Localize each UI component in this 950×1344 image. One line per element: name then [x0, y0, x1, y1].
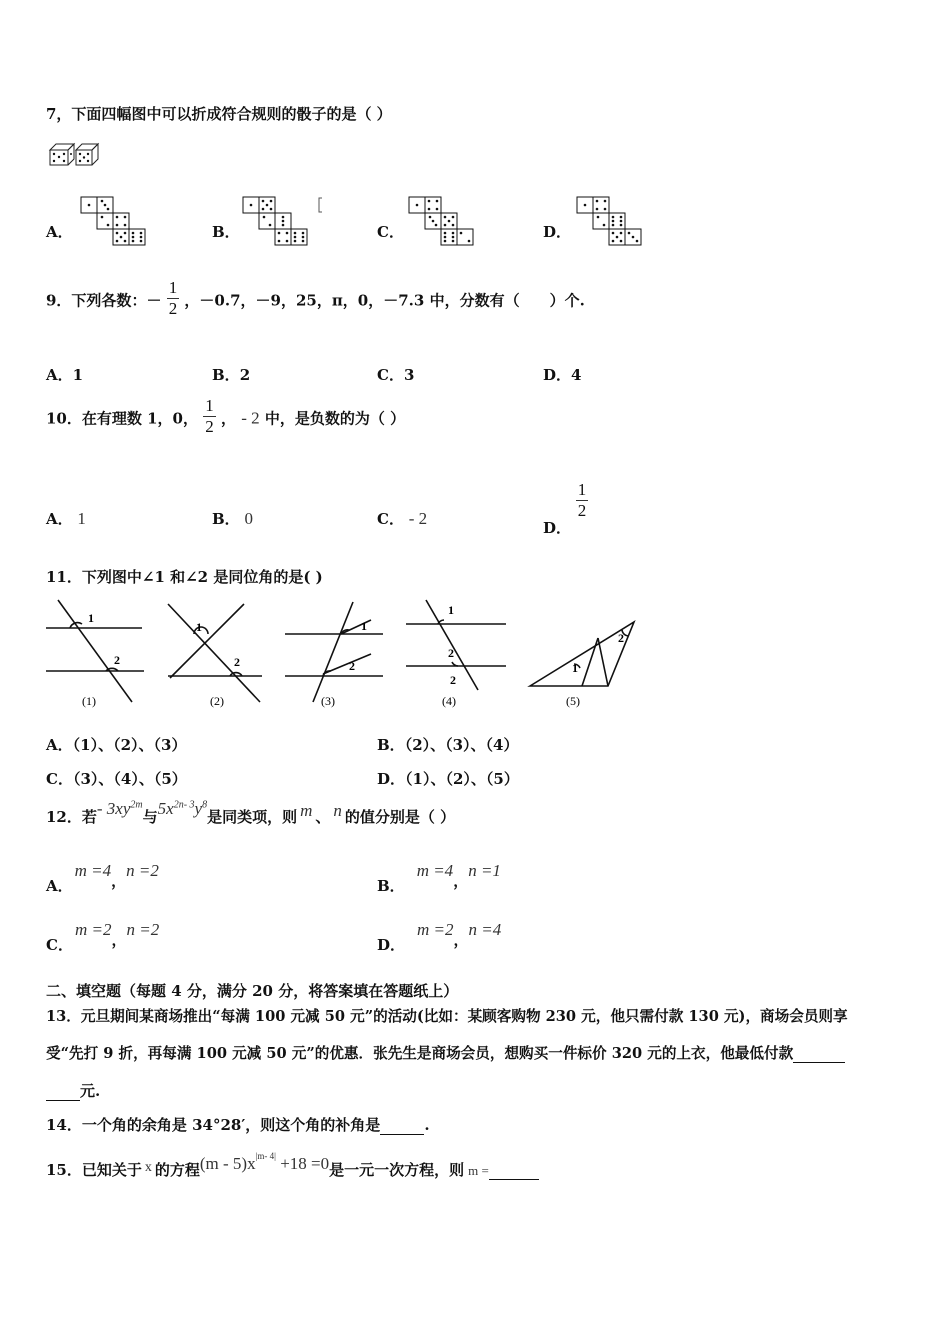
q10-frac-den: 2: [205, 417, 214, 436]
q10-option-b[interactable]: [212, 508, 253, 529]
frac-den: 2: [577, 501, 587, 520]
q13-answer-blank[interactable]: [793, 1045, 845, 1063]
q12-mid2: 是同类项，则: [207, 808, 298, 826]
q15-answer-blank[interactable]: [489, 1161, 539, 1180]
q9-fraction: [167, 278, 180, 319]
q9-option-d[interactable]: [543, 364, 581, 385]
option-n: n =4: [468, 920, 502, 939]
q13-line-1: 13．元旦期间某商场推出“每满 100 元减 50 元”的活动(比如：某顾客购物 230 元，他只需付款 130 元)，商场会员则享: [46, 1008, 848, 1025]
option-value: - 2: [408, 509, 428, 528]
angle-figure-5: [526, 598, 642, 708]
q12-sep: 、: [315, 808, 331, 826]
option-value: 1: [77, 509, 86, 528]
q7-option-b[interactable]: B．: [212, 223, 240, 241]
q12-suffix: 的值分别是（ ）: [344, 808, 456, 826]
option-n: n =1: [468, 861, 501, 880]
eq-tail: +18 =0: [275, 1154, 330, 1173]
section-2-heading: 二、填空题（每题 4 分，满分 20 分，将答案填在答题纸上）: [46, 982, 459, 1000]
term2-exponent: 2n- 3: [173, 799, 195, 811]
q12-option-b[interactable]: B．m =4，n =1: [377, 861, 501, 895]
q10-option-a[interactable]: [46, 508, 86, 529]
figure-label: (2): [210, 694, 224, 708]
figure-label: (4): [442, 694, 456, 708]
angle-1-label: 1: [361, 619, 367, 633]
angle-2-label: 2: [349, 659, 355, 673]
option-label: C．: [46, 770, 73, 788]
q11-option-a[interactable]: [46, 734, 186, 755]
option-value: （2）、（3）、（4）: [404, 736, 519, 754]
term1-exponent: 2m: [130, 799, 143, 811]
term1-base: - 3xy: [96, 799, 131, 818]
option-label: A．: [46, 510, 73, 528]
q7-stem: 7，下面四幅图中可以折成符合规则的骰子的是（ ）: [46, 105, 392, 123]
q13-text: 受“先打 9 折，再每满 100 元减 50 元”的优惠．张先生是商场会员，想购买一件标价 320 元的上衣，他最低付款: [46, 1045, 794, 1062]
q10-fraction: [203, 396, 216, 437]
q9-option-a[interactable]: [46, 364, 83, 385]
option-label: C．: [46, 936, 73, 954]
angle-figure-3: [283, 598, 393, 708]
option-label: A．: [46, 366, 73, 384]
q15-stem: [46, 1151, 539, 1180]
q15-equation: [199, 1151, 330, 1173]
figure-label: (3): [321, 694, 335, 708]
eq-exponent: |m- 4|: [255, 1151, 276, 1162]
option-value: 1: [72, 366, 84, 384]
option-label: B．: [212, 366, 240, 384]
q15-m-eq: m =: [468, 1163, 489, 1178]
option-m: m =4: [416, 861, 454, 880]
term2-y-exponent: 8: [202, 799, 208, 811]
q11-option-d[interactable]: [377, 768, 519, 789]
q10-frac-num: 1: [205, 396, 214, 415]
q10-option-d[interactable]: [543, 480, 588, 537]
option-value: （3）、（4）、（5）: [72, 770, 187, 788]
q14-text: 14．一个角的余角是 34°28′，则这个角的补角是: [46, 1116, 381, 1134]
angle-1-label: 1: [196, 620, 202, 634]
option-value: 4: [571, 366, 582, 384]
angle-1-label: 1: [572, 661, 578, 675]
option-value: 2: [239, 366, 251, 384]
q12-option-d[interactable]: D．m =2，n =4: [377, 920, 502, 954]
q13-unit: 元.: [80, 1082, 101, 1100]
q11-stem: 11．下列图中∠1 和∠2 是同位角的是( ): [46, 568, 323, 586]
q15-prefix: 15．已知关于: [46, 1161, 142, 1179]
option-value: （1）、（2）、（3）: [72, 736, 187, 754]
q9-frac-num: 1: [168, 278, 178, 297]
dice-net-a: [80, 196, 150, 246]
option-value: 0: [244, 509, 253, 528]
q9-stem: [46, 278, 585, 319]
q12-mid1: 与: [142, 808, 158, 826]
option-label: C．: [377, 366, 404, 384]
q7-option-d[interactable]: D．: [543, 223, 572, 241]
q11-option-c[interactable]: [46, 768, 187, 789]
angle-figure-1: [44, 598, 154, 708]
option-label: A．: [46, 877, 73, 895]
q13-answer-blank-cont[interactable]: [46, 1082, 80, 1101]
q15-mid: 的方程: [154, 1161, 200, 1179]
q9-prefix: 9．下列各数：－: [46, 291, 162, 310]
angle-1-label: 1: [88, 611, 94, 625]
angle-figure-2: [164, 598, 274, 708]
q14-answer-blank[interactable]: [380, 1116, 424, 1135]
option-m: m =2: [74, 920, 112, 939]
q10-option-c[interactable]: [377, 508, 427, 529]
angle-2-label: 2: [114, 653, 120, 667]
q9-frac-den: 2: [168, 299, 178, 318]
q10-option-d-fraction: [576, 480, 589, 521]
q10-suffix: 中，是负数的为（ ）: [264, 409, 406, 428]
q14-stem: [46, 1114, 430, 1135]
q12-term2: [158, 799, 207, 818]
q7-option-c[interactable]: C．: [377, 223, 404, 241]
q10-mid: ，: [220, 409, 236, 428]
q12-term1: [97, 799, 143, 818]
q9-option-b[interactable]: [212, 364, 250, 385]
eq-base: (m - 5)x: [199, 1154, 256, 1173]
figure-label: (1): [82, 694, 96, 708]
option-m: m =2: [417, 920, 454, 939]
angle-2-label: 2: [448, 646, 454, 660]
q12-stem: [46, 799, 456, 827]
angle-2-label: 2: [618, 631, 624, 645]
angle-2-label: 2: [234, 655, 240, 669]
option-label: D．: [377, 936, 406, 954]
q10-stem: [46, 396, 406, 437]
frac-num: 1: [577, 480, 587, 499]
figure-label: (5): [566, 694, 580, 708]
q9-option-c[interactable]: [377, 364, 414, 385]
option-label: C．: [377, 510, 404, 528]
q13-line-2: [46, 1042, 845, 1063]
angle-1-label: 1: [448, 603, 454, 617]
term2-base: 5x: [157, 799, 174, 818]
dice-net-b: [242, 196, 332, 246]
angle-figure-4: [404, 598, 514, 708]
option-n: n =2: [126, 920, 160, 939]
q11-option-b[interactable]: [377, 734, 519, 755]
q15-x: x: [144, 1160, 152, 1175]
angle-2-label: 2: [450, 673, 456, 687]
q10-negative: - 2: [241, 408, 260, 428]
q12-option-a[interactable]: A．m =4，n =2: [46, 861, 159, 895]
option-label: D．: [543, 366, 572, 384]
dice-icon: [48, 141, 100, 167]
q14-end: .: [424, 1116, 430, 1134]
option-label: B．: [377, 736, 405, 754]
q12-m: m: [300, 801, 313, 820]
q12-n: n: [333, 801, 342, 820]
q10-prefix: 10．在有理数 1，0，: [46, 409, 198, 428]
option-value: （1）、（2）、（5）: [405, 770, 519, 788]
q13-line-3: [46, 1080, 100, 1101]
q12-option-c[interactable]: C．m =2，n =2: [46, 920, 160, 954]
term2-y: y: [194, 799, 203, 818]
option-m: m =4: [74, 861, 112, 880]
q9-suffix: ，－0.7，－9，25，π，0，－7.3 中，分数有（ ）个.: [184, 291, 585, 310]
option-label: B．: [377, 877, 405, 895]
option-label: D．: [543, 518, 572, 537]
dice-net-d: [576, 196, 646, 246]
option-label: A．: [46, 736, 73, 754]
dice-net-c: [408, 196, 478, 246]
option-label: D．: [377, 770, 406, 788]
option-label: B．: [212, 510, 240, 528]
q7-option-a[interactable]: A．: [46, 223, 73, 241]
option-value: 3: [403, 366, 415, 384]
option-n: n =2: [126, 861, 159, 880]
q15-suffix: 是一元一次方程，则: [329, 1161, 465, 1179]
q12-prefix: 12．若: [46, 808, 97, 826]
